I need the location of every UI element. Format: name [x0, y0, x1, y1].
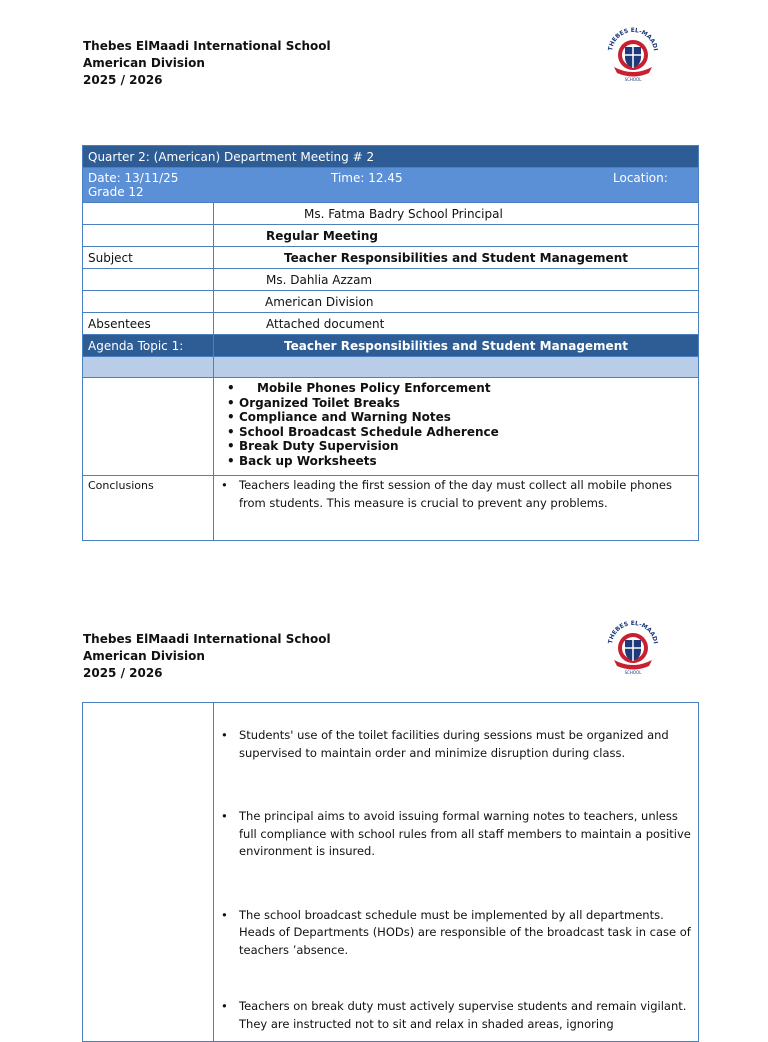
school-logo — [604, 27, 662, 83]
notes-list — [219, 727, 693, 1033]
logo-bottom-text: SCHOOL — [624, 670, 642, 675]
academic-year: 2025 / 2026 — [83, 73, 163, 87]
school-logo — [604, 620, 662, 676]
absentees-label: Absentees — [83, 313, 214, 335]
meeting-grade: Grade 12 — [88, 185, 144, 199]
list-item: • Mobile Phones Policy Enforcement — [239, 381, 693, 396]
conclusions-row — [83, 476, 699, 541]
logo-text: THEBES EL-MAADI — [607, 27, 659, 52]
absentees-value: Attached document — [214, 313, 699, 335]
list-item: • Teachers on break duty must actively supervise students and remain vigilant. They are instructed not to sit and relax in shaded areas, ignoring — [239, 998, 693, 1033]
table-row — [83, 313, 699, 335]
division-name: American Division — [83, 56, 205, 70]
topics-row — [83, 378, 699, 476]
table-row — [83, 203, 699, 225]
list-item: • The school broadcast schedule must be implemented by all departments. Heads of Departments (HODs) are responsible of the broadcast task in case of teachers ’absence. — [239, 907, 693, 960]
table-row — [83, 357, 699, 378]
subject-value: Teacher Responsibilities and Student Management — [214, 247, 699, 269]
agenda-label: Agenda Topic 1: — [83, 335, 214, 357]
subject-label: Subject — [83, 247, 214, 269]
page2-header — [83, 631, 331, 682]
meeting-title: Quarter 2: (American) Department Meeting # 2 — [83, 146, 699, 168]
list-item: • Teachers leading the first session of the day must collect all mobile phones from students. This measure is crucial to prevent any problems. — [239, 477, 693, 512]
meeting-table — [82, 145, 699, 541]
table-row — [83, 225, 699, 247]
logo-bottom-text: SCHOOL — [624, 77, 642, 82]
list-item: • School Broadcast Schedule Adherence — [239, 425, 693, 440]
list-item: • Break Duty Supervision — [239, 439, 693, 454]
meeting-time: Time: 12.45 — [331, 171, 403, 185]
meeting-info-row — [83, 168, 699, 203]
list-item: • Back up Worksheets — [239, 454, 693, 469]
table-row — [83, 291, 699, 313]
topics-list — [219, 381, 693, 469]
division-name: American Division — [83, 649, 205, 663]
school-name: Thebes ElMaadi International School — [83, 632, 331, 646]
school-name: Thebes ElMaadi International School — [83, 39, 331, 53]
table-row — [83, 269, 699, 291]
notes-table — [82, 702, 699, 1042]
recorder-value: Ms. Dahlia Azzam — [214, 269, 699, 291]
agenda-title: Teacher Responsibilities and Student Management — [214, 335, 699, 357]
list-item: • Students' use of the toilet facilities during sessions must be organized and supervised to maintain order and minimize disruption during class. — [239, 727, 693, 762]
attendees-value: American Division — [214, 291, 699, 313]
meeting-date: Date: 13/11/25 — [88, 171, 179, 185]
chair-value: Ms. Fatma Badry School Principal — [214, 203, 699, 225]
list-item: • Organized Toilet Breaks — [239, 396, 693, 411]
meeting-type-value: Regular Meeting — [214, 225, 699, 247]
meeting-location: Location: — [613, 171, 668, 185]
academic-year: 2025 / 2026 — [83, 666, 163, 680]
table-row — [83, 247, 699, 269]
logo-text: THEBES EL-MAADI — [607, 620, 659, 645]
conclusions-label: Conclusions — [83, 476, 214, 541]
page1-header — [83, 38, 331, 89]
list-item: • Compliance and Warning Notes — [239, 410, 693, 425]
list-item: • The principal aims to avoid issuing formal warning notes to teachers, unless full compliance with school rules from all staff members to maintain a positive environment is insured. — [239, 808, 693, 861]
conclusions-list — [219, 477, 693, 512]
